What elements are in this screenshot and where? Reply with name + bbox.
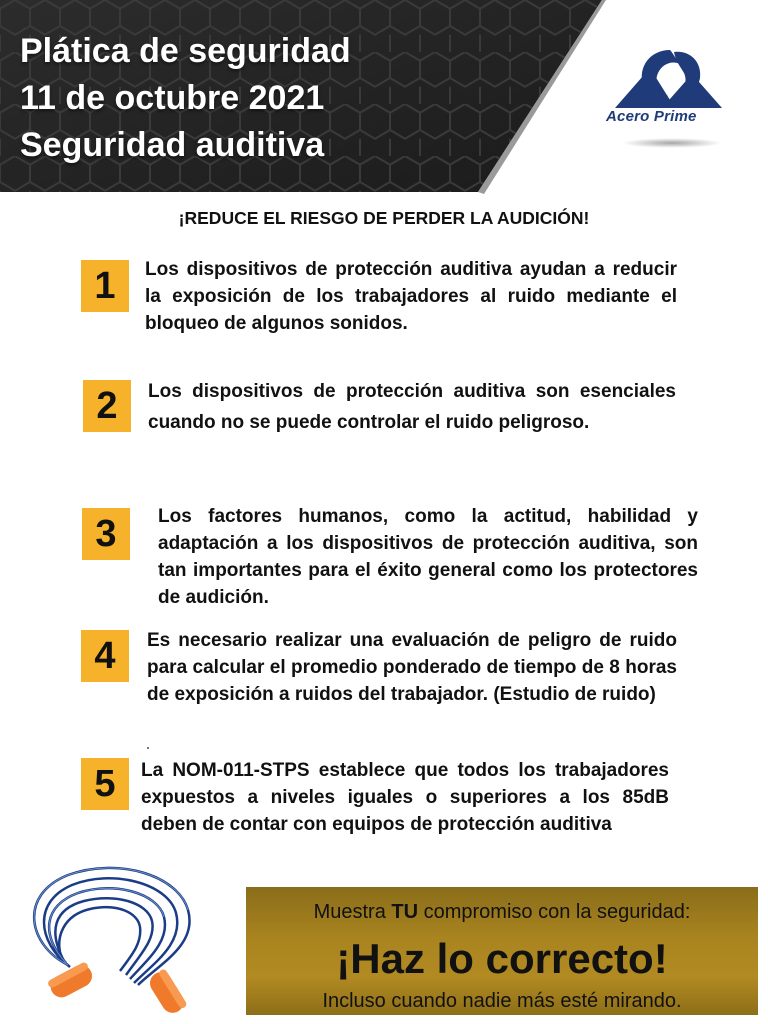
banner-line-1 bbox=[246, 901, 758, 924]
banner-line-1-prefix: Muestra bbox=[313, 901, 392, 923]
item-text-2: Los dispositivos de protección auditiva son esenciales cuando no se puede controlar el ruido peligroso. bbox=[148, 381, 676, 433]
logo-shadow bbox=[622, 138, 722, 148]
subtitle: ¡REDUCE EL RIESGO DE PERDER LA AUDICIÓN! bbox=[178, 208, 590, 228]
item-number-5: 5 bbox=[81, 758, 129, 810]
banner-line-1-emphasis: TU bbox=[391, 901, 419, 923]
title-block bbox=[20, 28, 351, 169]
item-number-1: 1 bbox=[81, 260, 129, 312]
acero-prime-logo bbox=[600, 40, 750, 150]
earplugs-image bbox=[8, 855, 248, 1020]
banner-line-1-suffix: compromiso con la seguridad: bbox=[418, 901, 691, 923]
item-text-3: Los factores humanos, como la actitud, habilidad y adaptación a los dispositivos de protección auditiva, son tan importantes para el éxito general como los protectores de audición. bbox=[158, 506, 698, 608]
title-line-3: Seguridad auditiva bbox=[20, 126, 325, 164]
item-text-5: La NOM-011-STPS establece que todos los trabajadores expuestos a niveles iguales o superiores a los 85dB deben de contar con equipos de protección auditiva bbox=[141, 760, 669, 835]
item-text-1: Los dispositivos de protección auditiva ayudan a reducir la exposición de los trabajadores al ruido mediante el bloqueo de algunos sonidos. bbox=[145, 259, 677, 334]
banner-line-2: ¡Haz lo correcto! bbox=[336, 935, 668, 982]
title-line-1: Plática de seguridad bbox=[20, 32, 351, 70]
banner-line-3: Incluso cuando nadie más esté mirando. bbox=[322, 990, 682, 1012]
item-number-4: 4 bbox=[81, 630, 129, 682]
item-number-2: 2 bbox=[83, 380, 131, 432]
title-line-2: 11 de octubre 2021 bbox=[20, 79, 325, 117]
commitment-banner bbox=[246, 887, 758, 1015]
stray-dot bbox=[147, 747, 149, 749]
item-number-3: 3 bbox=[82, 508, 130, 560]
item-text-4: Es necesario realizar una evaluación de peligro de ruido para calcular el promedio ponderado de tiempo de 8 horas de exposición a ruidos del trabajador. (Estudio de ruido) bbox=[147, 630, 677, 705]
logo-text: Acero Prime bbox=[606, 108, 697, 125]
